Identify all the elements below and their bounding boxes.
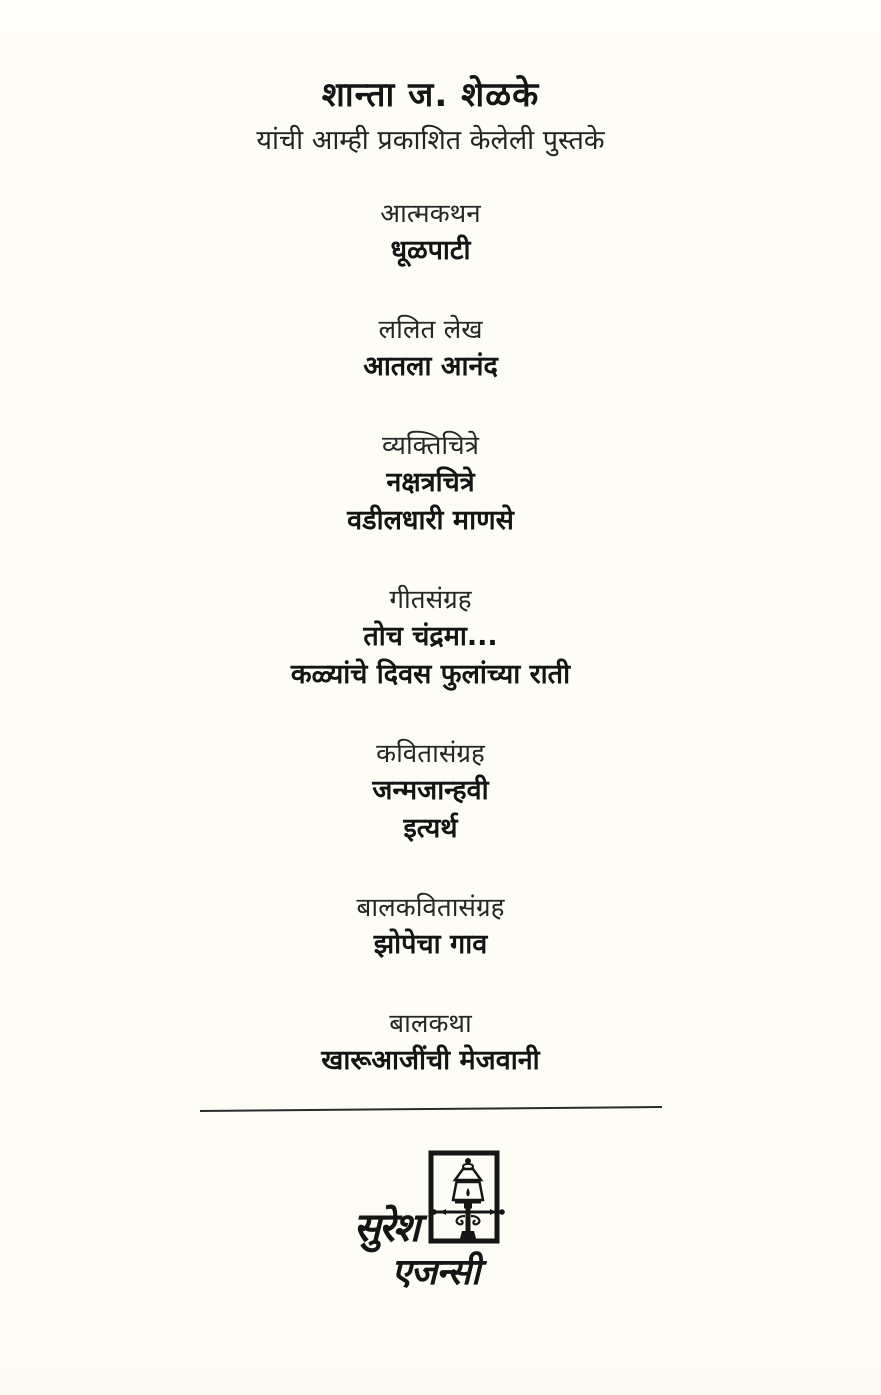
category-label: बालकवितासंग्रह: [356, 893, 505, 923]
book-title: खारूआजींची मेजवानी: [321, 1045, 540, 1076]
book-title: आतला आनंद: [363, 351, 498, 382]
publisher-name-line1: सुरेश: [353, 1204, 419, 1251]
category-label: कवितासंग्रह: [376, 739, 485, 769]
book-section: [0, 890, 871, 964]
book-section: [0, 1006, 871, 1080]
category-label: बालकथा: [389, 1009, 472, 1039]
page-subtitle: यांची आम्ही प्रकाशित केलेली पुस्तके: [256, 125, 605, 156]
book-title: नक्षत्रचित्रे: [386, 467, 475, 498]
street-lamp-icon: [426, 1148, 506, 1248]
divider-line: [200, 1106, 662, 1112]
book-title: कळ्यांचे दिवस फुलांच्या राती: [290, 659, 571, 690]
book-title: धूळपाटी: [390, 235, 471, 266]
category-label: ललित लेख: [378, 315, 483, 345]
book-title: तोच चंद्रमा...: [363, 621, 498, 652]
book-title: झोपेचा गाव: [373, 929, 488, 960]
publisher-logo: [353, 1146, 506, 1311]
book-section: [0, 582, 871, 694]
category-label: व्यक्तिचित्रे: [381, 431, 480, 461]
book-section: [0, 196, 871, 270]
author-name: शान्ता ज. शेळके: [321, 75, 540, 115]
book-section: [0, 736, 871, 848]
category-label: गीतसंग्रह: [389, 585, 472, 615]
book-title: जन्मजान्हवी: [372, 775, 489, 806]
book-list: [0, 196, 871, 1080]
category-label: आत्मकथन: [380, 199, 481, 229]
book-section: [0, 428, 871, 540]
book-title: वडीलधारी माणसे: [347, 505, 514, 536]
book-title: इत्यर्थ: [403, 813, 458, 844]
publisher-name-line2: एजन्सी: [391, 1251, 480, 1293]
book-section: [0, 312, 871, 386]
